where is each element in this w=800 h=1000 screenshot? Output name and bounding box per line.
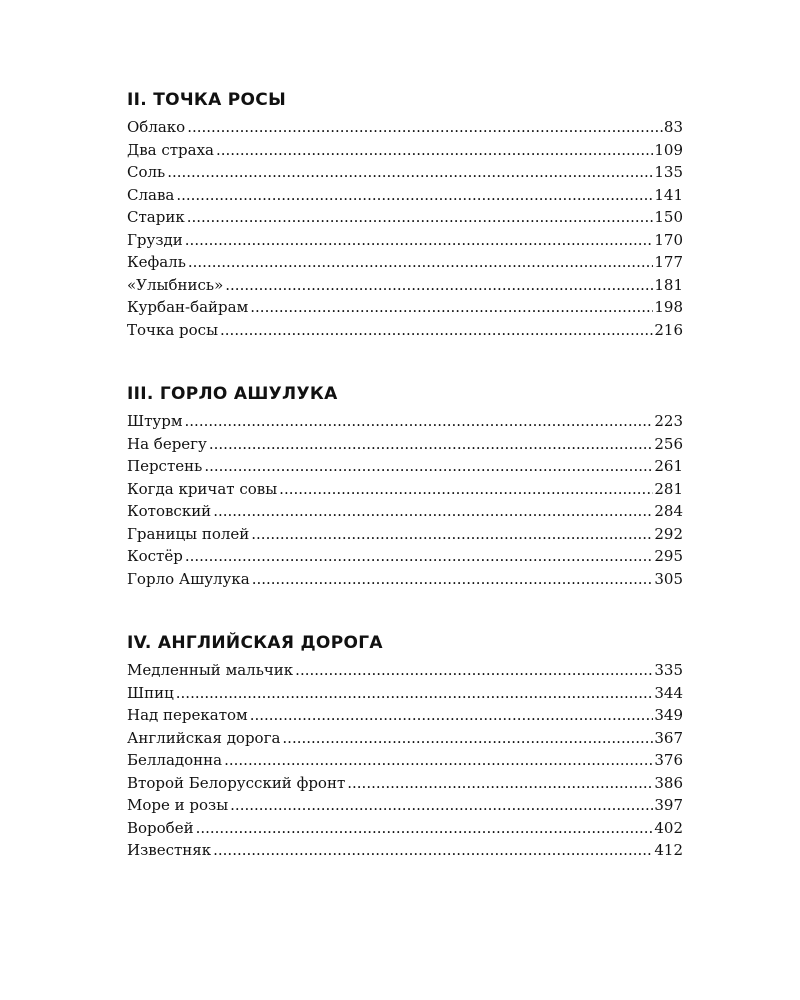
entry-title: Шпиц — [127, 683, 174, 702]
dot-leader — [188, 251, 653, 274]
toc-entry[interactable] — [127, 523, 683, 546]
dot-leader — [347, 772, 653, 795]
dot-leader — [167, 161, 653, 184]
toc-entry[interactable] — [127, 139, 683, 162]
entry-page-number: 386 — [654, 773, 683, 792]
toc-entry[interactable] — [127, 659, 683, 682]
dot-leader — [187, 116, 663, 139]
section-entries — [127, 659, 683, 862]
entry-page-number: 135 — [654, 163, 683, 181]
entry-title: Грузди — [127, 230, 183, 249]
dot-leader — [187, 206, 654, 229]
toc-entry[interactable] — [127, 251, 683, 274]
entry-title: Море и розы — [127, 796, 229, 814]
entry-title: Второй Белорусский фронт — [127, 773, 346, 792]
entry-title: Курбан-байрам — [127, 298, 249, 316]
dot-leader — [279, 478, 653, 501]
dot-leader — [209, 433, 653, 456]
entry-title: Медленный мальчик — [127, 661, 294, 679]
entry-title: Известняк — [127, 841, 212, 859]
entry-page-number: 256 — [654, 434, 683, 453]
entry-title: Над перекатом — [127, 706, 248, 724]
entry-page-number: 223 — [654, 412, 683, 430]
entry-title: Границы полей — [127, 524, 250, 543]
toc-entry[interactable] — [127, 184, 683, 207]
section-title: III. ГОРЛО АШУЛУКА — [127, 384, 338, 404]
dot-leader — [220, 319, 653, 342]
entry-title: Горло Ашулука — [127, 569, 250, 588]
entry-page-number: 261 — [654, 457, 683, 475]
dot-leader — [213, 500, 653, 523]
toc-entry[interactable] — [127, 274, 683, 297]
entry-page-number: 281 — [654, 479, 683, 498]
toc-entry[interactable] — [127, 455, 683, 478]
entry-title: Штурм — [127, 412, 183, 430]
dot-leader — [251, 523, 653, 546]
dot-leader — [282, 727, 653, 750]
entry-page-number: 150 — [654, 208, 683, 226]
toc-entry[interactable] — [127, 772, 683, 795]
toc-entry[interactable] — [127, 839, 683, 862]
toc-entry[interactable] — [127, 794, 683, 817]
dot-leader — [224, 749, 653, 772]
toc-entry[interactable] — [127, 682, 683, 705]
dot-leader — [196, 817, 654, 840]
entry-page-number: 181 — [654, 275, 683, 294]
entry-page-number: 402 — [654, 818, 683, 837]
toc-section-4 — [127, 631, 683, 862]
entry-page-number: 335 — [654, 661, 683, 679]
entry-page-number: 397 — [654, 796, 683, 814]
dot-leader — [176, 184, 653, 207]
entry-title: Воробей — [127, 818, 194, 837]
toc-entry[interactable] — [127, 568, 683, 591]
entry-title: Когда кричат совы — [127, 479, 278, 498]
dot-leader — [250, 704, 654, 727]
entry-page-number: 109 — [654, 140, 683, 159]
entry-page-number: 170 — [654, 230, 683, 249]
entry-title: Облако — [127, 118, 186, 136]
section-title: IV. АНГЛИЙСКАЯ ДОРОГА — [127, 633, 383, 653]
section-title: II. ТОЧКА РОСЫ — [127, 90, 286, 110]
dot-leader — [216, 139, 653, 162]
table-of-contents — [127, 88, 683, 862]
dot-leader — [213, 839, 653, 862]
entry-title: Старик — [127, 208, 185, 226]
section-entries — [127, 116, 683, 341]
entry-page-number: 83 — [663, 118, 683, 136]
entry-page-number: 295 — [654, 547, 683, 565]
toc-entry[interactable] — [127, 727, 683, 750]
entry-page-number: 412 — [654, 841, 683, 859]
toc-entry[interactable] — [127, 161, 683, 184]
entry-page-number: 177 — [654, 253, 683, 271]
toc-entry[interactable] — [127, 478, 683, 501]
entry-title: Точка росы — [127, 320, 219, 339]
entry-page-number: 284 — [654, 502, 683, 520]
toc-entry[interactable] — [127, 817, 683, 840]
entry-title: Кефаль — [127, 253, 186, 271]
dot-leader — [185, 229, 654, 252]
toc-section-3 — [127, 382, 683, 590]
entry-page-number: 141 — [654, 185, 683, 204]
toc-entry[interactable] — [127, 229, 683, 252]
entry-title: Котовский — [127, 502, 212, 520]
toc-entry[interactable] — [127, 545, 683, 568]
toc-entry[interactable] — [127, 500, 683, 523]
dot-leader — [185, 410, 654, 433]
entry-page-number: 367 — [654, 728, 683, 747]
dot-leader — [204, 455, 653, 478]
dot-leader — [252, 568, 654, 591]
entry-title: Костёр — [127, 547, 183, 565]
entry-title: Соль — [127, 163, 166, 181]
entry-title: «Улыбнись» — [127, 275, 224, 294]
dot-leader — [230, 794, 653, 817]
toc-entry[interactable] — [127, 749, 683, 772]
dot-leader — [225, 274, 653, 297]
entry-title: Слава — [127, 185, 175, 204]
entry-page-number: 344 — [654, 683, 683, 702]
entry-title: Два страха — [127, 140, 214, 159]
entry-title: Английская дорога — [127, 728, 281, 747]
entry-page-number: 198 — [654, 298, 683, 316]
dot-leader — [295, 659, 653, 682]
dot-leader — [176, 682, 654, 705]
toc-entry[interactable] — [127, 704, 683, 727]
toc-section-2 — [127, 88, 683, 341]
entry-title: На берегу — [127, 434, 207, 453]
entry-title: Белладонна — [127, 751, 223, 769]
entry-page-number: 376 — [654, 751, 683, 769]
entry-page-number: 305 — [654, 569, 683, 588]
toc-entry[interactable] — [127, 319, 683, 342]
toc-entry[interactable] — [127, 296, 683, 319]
entry-page-number: 216 — [654, 320, 683, 339]
entry-page-number: 292 — [654, 524, 683, 543]
entry-title: Перстень — [127, 457, 203, 475]
section-entries — [127, 410, 683, 590]
toc-entry[interactable] — [127, 206, 683, 229]
toc-entry[interactable] — [127, 116, 683, 139]
toc-entry[interactable] — [127, 433, 683, 456]
entry-page-number: 349 — [654, 706, 683, 724]
dot-leader — [250, 296, 653, 319]
dot-leader — [185, 545, 654, 568]
toc-entry[interactable] — [127, 410, 683, 433]
